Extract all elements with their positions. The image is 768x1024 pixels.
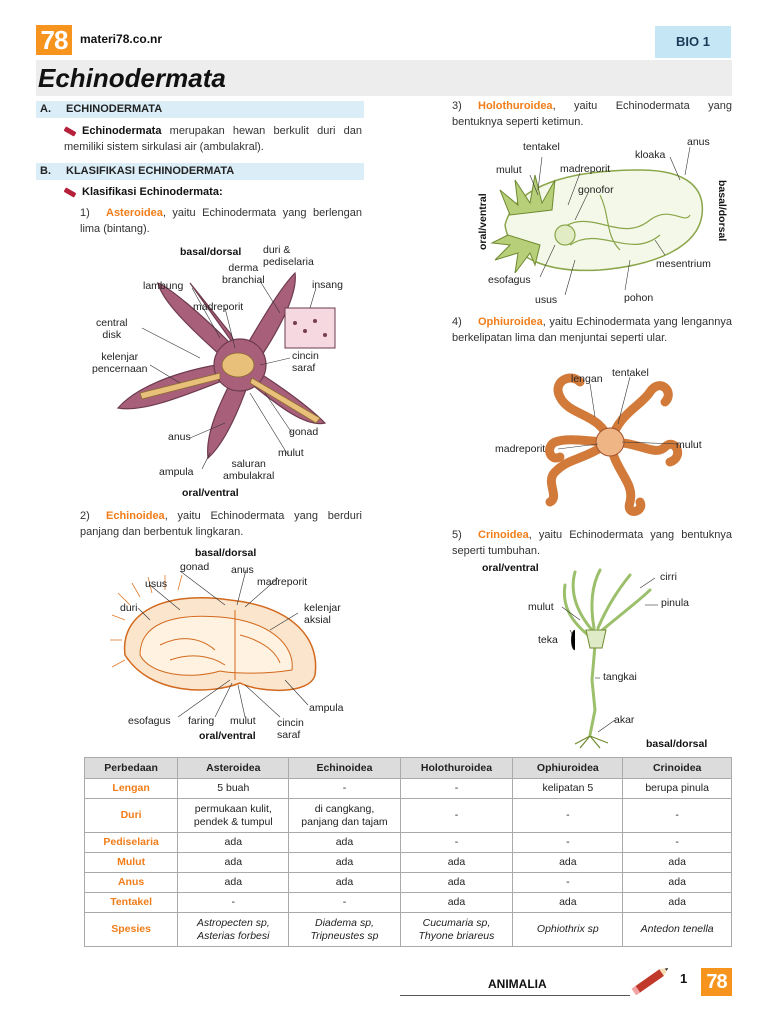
table-row-label: Duri [85, 799, 178, 833]
asteroidea-saluran-label: saluran ambulakral [223, 458, 275, 482]
table-cell: ada [400, 893, 513, 913]
item-crinoidea [452, 527, 732, 559]
table-row [85, 893, 732, 913]
table-cell: Diadema sp, Tripneustes sp [289, 913, 400, 947]
echinoidea-esofagus-label: esofagus [128, 715, 171, 727]
asteroidea-insang-label: insang [312, 279, 343, 291]
footer-logo: 78 [701, 968, 732, 996]
pencil-icon [628, 965, 674, 995]
table-row-label: Mulut [85, 853, 178, 873]
asteroidea-cincin-label: cincin saraf [292, 350, 319, 374]
echinoidea-duri-label: duri [120, 602, 138, 614]
holothuroidea-usus-label: usus [535, 294, 558, 306]
echinoidea-gonad-label: gonad [180, 561, 210, 573]
table-cell: - [178, 893, 289, 913]
section-b-header [36, 163, 364, 180]
asteroidea-central-label: central disk [96, 317, 128, 341]
asteroidea-madreporit-label: madreporit [193, 301, 244, 313]
table-cell: - [400, 779, 513, 799]
echinoidea-usus-label: usus [145, 578, 168, 590]
echinoidea-cincin-label: cincin saraf [277, 717, 304, 741]
asteroidea-oral-label: oral/ventral [182, 487, 239, 499]
holothuroidea-anus-label: anus [687, 136, 710, 148]
table-cell: ada [623, 893, 732, 913]
echinoidea-ampula-label: ampula [309, 702, 344, 714]
holothuroidea-esofagus-label: esofagus [488, 274, 531, 286]
crinoidea-tangkai-label: tangkai [603, 671, 637, 683]
asteroidea-kelenjar-label: kelenjar pencernaan [92, 351, 148, 375]
table-cell: - [513, 873, 623, 893]
table-cell: di cangkang, panjang dan tajam [289, 799, 400, 833]
ophiuroidea-figure [490, 362, 730, 522]
page-title: Echinodermata [38, 63, 226, 93]
table-cell: - [289, 779, 400, 799]
ophiuroidea-madreporit-label: madreporit [495, 443, 546, 455]
table-cell: - [400, 833, 513, 853]
table-cell: ada [400, 873, 513, 893]
item-name: Holothuroidea [478, 100, 553, 112]
item-number: 4) [452, 316, 462, 328]
asteroidea-ampula-label: ampula [159, 466, 194, 478]
section-a-definition [64, 123, 362, 155]
footer-divider [400, 995, 630, 996]
holothuroidea-figure [480, 135, 735, 310]
table-cell: - [289, 893, 400, 913]
site-url: materi78.co.nr [80, 32, 163, 46]
echinoidea-oral-label: oral/ventral [199, 730, 256, 742]
crinoidea-teka-label: teka [538, 634, 558, 646]
holothuroidea-tentakel-label: tentakel [523, 141, 560, 153]
table-cell: Antedon tenella [623, 913, 732, 947]
table-cell: ada [289, 833, 400, 853]
definition-text: merupakan hewan berkulit duri dan memiliki sistem sirkulasi air (ambulakral). [64, 125, 362, 153]
crinoidea-oral-label: oral/ventral [482, 562, 539, 574]
holothuroidea-oral-label: oral/ventral [477, 193, 489, 250]
table-cell: - [513, 799, 623, 833]
subject-badge: BIO 1 [655, 26, 731, 58]
echinoidea-faring-label: faring [188, 715, 215, 727]
item-text: , yaitu Echinodermata yang bentuknya seperti ketimun. [452, 100, 732, 128]
table-cell: ada [178, 853, 289, 873]
table-row-label: Lengan [85, 779, 178, 799]
table-cell: ada [623, 873, 732, 893]
table-cell: - [513, 833, 623, 853]
table-cell: - [623, 833, 732, 853]
crinoidea-mulut-label: mulut [528, 601, 554, 613]
holothuroidea-madreporit-label: madreporit [560, 163, 611, 175]
crinoidea-figure [480, 560, 730, 754]
section-b-letter: B. [40, 165, 51, 177]
crinoidea-cirri-label: cirri [660, 571, 677, 583]
table-row-label: Spesies [85, 913, 178, 947]
item-text: , yaitu Echinodermata yang berlengan lima (bintang). [80, 207, 362, 235]
echinoidea-madreporit-label: madreporit [257, 576, 308, 588]
table-cell: ada [623, 853, 732, 873]
table-header-cell: Holothuroidea [400, 758, 513, 779]
crinoidea-akar-label: akar [614, 714, 635, 726]
table-cell: ada [513, 893, 623, 913]
definition-term: Echinodermata [82, 125, 162, 137]
holothuroidea-basal-label: basal/dorsal [716, 180, 728, 242]
ophiuroidea-lengan-label: lengan [571, 373, 603, 385]
asteroidea-basal-label: basal/dorsal [180, 246, 242, 258]
table-header-row [85, 758, 732, 779]
table-row-label: Anus [85, 873, 178, 893]
table-header-cell: Asteroidea [178, 758, 289, 779]
holothuroidea-kloaka-label: kloaka [635, 149, 666, 161]
echinoidea-anus-label: anus [231, 564, 254, 576]
echinoidea-mulut-label: mulut [230, 715, 256, 727]
asteroidea-duri-label: duri & pediselaria [263, 244, 314, 268]
section-a-title: ECHINODERMATA [66, 103, 163, 115]
item-name: Ophiuroidea [478, 316, 543, 328]
table-cell: ada [289, 853, 400, 873]
table-cell: berupa pinula [623, 779, 732, 799]
table-cell: Ophiothrix sp [513, 913, 623, 947]
classification-subtitle-text: Klasifikasi Echinodermata: [82, 186, 223, 198]
asteroidea-mulut-label: mulut [278, 447, 304, 459]
table-row [85, 799, 732, 833]
echinoidea-figure [110, 545, 370, 750]
table-header-cell: Echinoidea [289, 758, 400, 779]
item-name: Asteroidea [106, 207, 163, 219]
table-cell: - [400, 799, 513, 833]
table-cell: Cucumaria sp, Thyone briareus [400, 913, 513, 947]
table-row [85, 913, 732, 947]
site-logo: 78 [36, 25, 72, 55]
asteroidea-derma-label: derma branchial [222, 262, 265, 286]
ophiuroidea-tentakel-label: tentakel [612, 367, 649, 379]
table-row [85, 853, 732, 873]
crinoidea-basal-label: basal/dorsal [646, 738, 708, 750]
table-cell: 5 buah [178, 779, 289, 799]
page-number: 1 [680, 971, 688, 986]
sea-lily-illustration [480, 560, 730, 754]
table-cell: ada [178, 833, 289, 853]
holothuroidea-pohon-label: pohon [624, 292, 654, 304]
table-header-cell: Crinoidea [623, 758, 732, 779]
item-name: Echinoidea [106, 510, 165, 522]
classification-subtitle [64, 184, 223, 200]
table-row [85, 833, 732, 853]
footer-chapter: ANIMALIA [488, 977, 547, 991]
echinoidea-kelenjar-label: kelenjar aksial [304, 602, 341, 626]
item-text: , yaitu Echinodermata yang berduri panjang dan berbentuk lingkaran. [80, 510, 362, 538]
holothuroidea-mesentrium-label: mesentrium [656, 258, 711, 270]
ophiuroidea-mulut-label: mulut [676, 439, 702, 451]
section-a-header [36, 101, 364, 118]
item-number: 3) [452, 100, 462, 112]
table-cell: kelipatan 5 [513, 779, 623, 799]
item-holothuroidea [452, 98, 732, 130]
comparison-table [84, 757, 732, 947]
echinoidea-basal-label: basal/dorsal [195, 547, 257, 559]
table-cell: Astropecten sp, Asterias forbesi [178, 913, 289, 947]
section-a-letter: A. [40, 103, 51, 115]
table-row-label: Tentakel [85, 893, 178, 913]
table-header-cell: Ophiuroidea [513, 758, 623, 779]
item-number: 5) [452, 529, 462, 541]
crinoidea-pinula-label: pinula [661, 597, 690, 609]
item-number: 1) [80, 207, 90, 219]
table-cell: ada [513, 853, 623, 873]
table-cell: ada [289, 873, 400, 893]
pencil-bullet-icon [64, 187, 77, 197]
table-row-label: Pediselaria [85, 833, 178, 853]
holothuroidea-mulut-label: mulut [496, 164, 522, 176]
table-cell: ada [400, 853, 513, 873]
asteroidea-anus-label: anus [168, 431, 191, 443]
item-echinoidea [80, 508, 362, 540]
section-b-title: KLASIFIKASI ECHINODERMATA [66, 165, 235, 177]
table-cell: ada [178, 873, 289, 893]
asteroidea-gonad-label: gonad [289, 426, 319, 438]
asteroidea-figure [80, 243, 365, 498]
table-row [85, 779, 732, 799]
table-cell: - [623, 799, 732, 833]
table-row [85, 873, 732, 893]
table-cell: permukaan kulit, pendek & tumpul [178, 799, 289, 833]
holothuroidea-gonofor-label: gonofor [578, 184, 614, 196]
item-name: Crinoidea [478, 529, 529, 541]
item-ophiuroidea [452, 314, 732, 346]
item-text: , yaitu Echinodermata yang bentuknya seperti tumbuhan. [452, 529, 732, 557]
item-number: 2) [80, 510, 90, 522]
table-header-cell: Perbedaan [85, 758, 178, 779]
asteroidea-lambung-label: lambung [143, 280, 184, 292]
pencil-bullet-icon [64, 126, 77, 136]
item-text: , yaitu Echinodermata yang lengannya berkelipatan lima dan menjuntai seperti ular. [452, 316, 732, 344]
item-asteroidea [80, 205, 362, 237]
